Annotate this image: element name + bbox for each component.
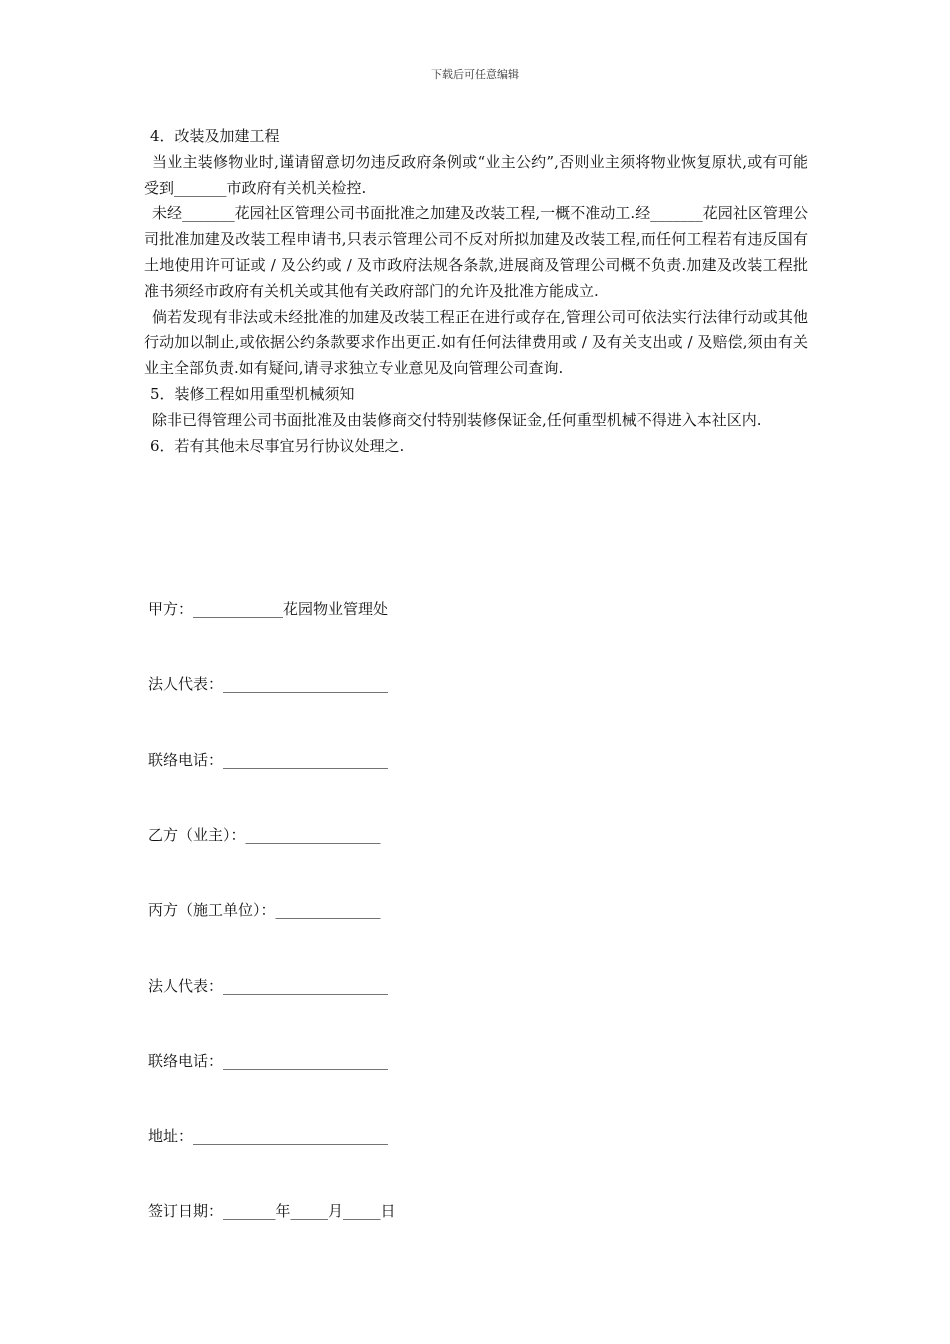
party-a-line: 甲方：____________花园物业管理处 <box>148 600 389 619</box>
paragraph-heavy-machinery: 除非已得管理公司书面批准及由装修商交付特别装修保证金,任何重型机械不得进入本社区内. <box>152 410 762 429</box>
page-header: 下载后可任意编辑 <box>431 68 519 81</box>
paragraph-renovation-notice: 当业主装修物业时,谨请留意切勿违反政府条例或“业主公约”,否则业主须将物业恢复原状,或有可能受到_______市政府有关机关检控. <box>144 152 808 197</box>
address-line: 地址：__________________________ <box>148 1127 389 1146</box>
signature-block <box>148 547 396 1250</box>
sign-date-line: 签订日期：_______年_____月_____日 <box>148 1202 396 1221</box>
paragraph-approval-requirement: 未经_______花园社区管理公司书面批准之加建及改装工程,一概不准动工.经_______花园社区管理公司批准加建及改装工程申请书,只表示管理公司不反对所拟加建及改装工程,而任何工程若有违反国有土地使用许可证或 / 及公约或 / 及市政府法规各条款,进展商及管理公司概不负责.加建及改装工程批准书须经市政府有关机关或其他有关政府部门的允许及批准方能成立. <box>144 204 808 300</box>
party-b-line: 乙方（业主）：__________________ <box>148 826 381 845</box>
party-c-representative-line: 法人代表：______________________ <box>148 976 389 995</box>
party-c-line: 丙方（施工单位）：______________ <box>148 901 381 920</box>
party-c-phone-line: 联络电话：______________________ <box>148 1051 389 1070</box>
paragraph-illegal-works: 倘若发现有非法或未经批准的加建及改装工程正在进行或存在,管理公司可依法实行法律行动或其他行动加以制止,或依据公约条款要求作出更正.如有任何法律费用或 / 及有关支出或 / 及赔偿,须由有关业主全部负责.如有疑问,请寻求独立专业意见及向管理公司查询. <box>144 307 808 378</box>
party-a-representative-line: 法人代表：______________________ <box>148 675 389 694</box>
section-heading-4: 4．改装及加建工程 <box>150 127 280 145</box>
document-body <box>144 124 808 459</box>
section-heading-5: 5．装修工程如用重型机械须知 <box>150 384 355 403</box>
section-heading-6: 6．若有其他未尽事宜另行协议处理之. <box>150 436 405 455</box>
party-a-phone-line: 联络电话：______________________ <box>148 750 389 769</box>
